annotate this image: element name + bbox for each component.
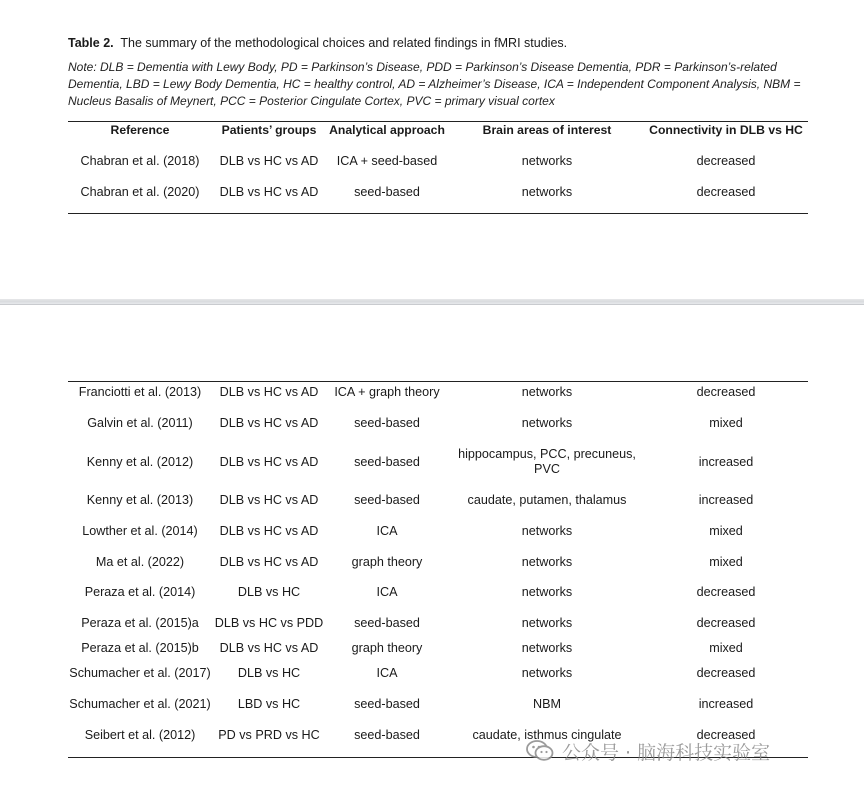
cell-connectivity: decreased [696, 616, 756, 630]
cell-brain-areas: caudate, putamen, thalamus [467, 493, 627, 507]
header-analytical-approach: Analytical approach [329, 123, 445, 137]
cell-patients-groups: DLB vs HC vs AD [219, 524, 319, 538]
table-page1-bottom-rule [68, 213, 808, 214]
cell-reference: Ma et al. (2022) [95, 555, 185, 569]
cell-connectivity: mixed [709, 641, 743, 655]
cell-connectivity: mixed [709, 524, 743, 538]
cell-brain-areas: hippocampus, PCC, precuneus, PVC [458, 447, 636, 476]
cell-reference: Franciotti et al. (2013) [78, 385, 202, 399]
table-page2-top-rule [68, 381, 808, 382]
cell-connectivity: increased [698, 697, 754, 711]
cell-analytical-approach: seed-based [354, 697, 420, 711]
cell-reference: Peraza et al. (2014) [84, 585, 196, 599]
page-separator [0, 299, 864, 305]
cell-brain-areas: caudate, isthmus cingulate [472, 728, 622, 742]
table-caption-text: The summary of the methodological choices and related findings in fMRI studies. [120, 36, 568, 50]
cell-analytical-approach: ICA [376, 666, 398, 680]
cell-reference: Kenny et al. (2012) [86, 455, 194, 469]
cell-analytical-approach: ICA [376, 524, 398, 538]
cell-patients-groups: DLB vs HC vs PDD [214, 616, 324, 630]
header-connectivity: Connectivity in DLB vs HC [649, 123, 803, 137]
cell-connectivity: increased [698, 455, 754, 469]
cell-patients-groups: DLB vs HC [237, 585, 301, 599]
cell-brain-areas: networks [521, 416, 573, 430]
cell-analytical-approach: ICA + graph theory [334, 385, 440, 399]
cell-analytical-approach: seed-based [354, 416, 420, 430]
cell-patients-groups: DLB vs HC vs AD [219, 385, 319, 399]
cell-connectivity: increased [698, 493, 754, 507]
table-top-rule [68, 121, 808, 122]
cell-connectivity: mixed [709, 555, 743, 569]
cell-brain-areas: networks [521, 185, 573, 199]
table-caption [68, 36, 567, 50]
cell-brain-areas: networks [521, 641, 573, 655]
cell-reference: Chabran et al. (2018) [80, 154, 200, 168]
cell-brain-areas: networks [521, 666, 573, 680]
cell-analytical-approach: seed-based [354, 455, 420, 469]
cell-reference: Seibert et al. (2012) [84, 728, 196, 742]
cell-analytical-approach: graph theory [351, 641, 423, 655]
cell-patients-groups: DLB vs HC vs AD [219, 555, 319, 569]
cell-connectivity: decreased [696, 385, 756, 399]
cell-reference: Galvin et al. (2011) [87, 416, 193, 430]
cell-patients-groups: PD vs PRD vs HC [218, 728, 320, 742]
watermark-text: 公众号 · 脑海科技实验室 [562, 741, 771, 764]
cell-patients-groups: DLB vs HC vs AD [219, 185, 319, 199]
cell-analytical-approach: ICA [376, 585, 398, 599]
cell-analytical-approach: ICA + seed-based [336, 154, 438, 168]
cell-connectivity: decreased [696, 666, 756, 680]
cell-analytical-approach: seed-based [354, 185, 420, 199]
cell-patients-groups: DLB vs HC vs AD [219, 154, 319, 168]
header-reference: Reference [110, 123, 170, 137]
cell-brain-areas: networks [521, 524, 573, 538]
table-note: Note: DLB = Dementia with Lewy Body, PD = Parkinson’s Disease, PDD = Parkinson’s Disease Dementia, PDR = Parkinson’s-related Dementia, LBD = Lewy Body Dementia, HC = healthy control, AD = Alzheimer’s Disease, ICA = Independent Component Analysis, NBM = Nucleus Basalis of Meynert, PCC = Posterior Cingulate Cortex, PVC = primary visual cortex [68, 60, 801, 108]
cell-reference: Peraza et al. (2015)b [81, 641, 199, 655]
cell-reference: Schumacher et al. (2017) [69, 666, 211, 680]
cell-patients-groups: DLB vs HC vs AD [219, 641, 319, 655]
cell-patients-groups: DLB vs HC vs AD [219, 493, 319, 507]
cell-brain-areas: networks [521, 555, 573, 569]
wechat-icon [526, 740, 554, 762]
cell-reference: Schumacher et al. (2021) [69, 697, 211, 711]
cell-brain-areas: NBM [533, 697, 561, 711]
cell-brain-areas: networks [521, 385, 573, 399]
header-patients-groups: Patients’ groups [221, 123, 317, 137]
cell-patients-groups: DLB vs HC vs AD [219, 416, 319, 430]
table-caption-label: Table 2. [68, 36, 114, 50]
cell-connectivity: decreased [696, 585, 756, 599]
cell-analytical-approach: seed-based [354, 728, 420, 742]
cell-connectivity: decreased [696, 154, 756, 168]
cell-patients-groups: DLB vs HC vs AD [219, 455, 319, 469]
cell-brain-areas: networks [521, 585, 573, 599]
cell-brain-areas: networks [521, 616, 573, 630]
header-brain-areas: Brain areas of interest [482, 123, 612, 137]
watermark [526, 738, 770, 764]
cell-connectivity: mixed [709, 416, 743, 430]
cell-connectivity: decreased [696, 728, 756, 742]
cell-reference: Peraza et al. (2015)a [81, 616, 199, 630]
cell-reference: Lowther et al. (2014) [82, 524, 198, 538]
cell-reference: Kenny et al. (2013) [86, 493, 194, 507]
cell-brain-areas: networks [521, 154, 573, 168]
cell-analytical-approach: graph theory [351, 555, 423, 569]
cell-connectivity: decreased [696, 185, 756, 199]
cell-patients-groups: DLB vs HC [237, 666, 301, 680]
cell-analytical-approach: seed-based [354, 493, 420, 507]
cell-patients-groups: LBD vs HC [237, 697, 301, 711]
cell-analytical-approach: seed-based [354, 616, 420, 630]
cell-reference: Chabran et al. (2020) [80, 185, 200, 199]
